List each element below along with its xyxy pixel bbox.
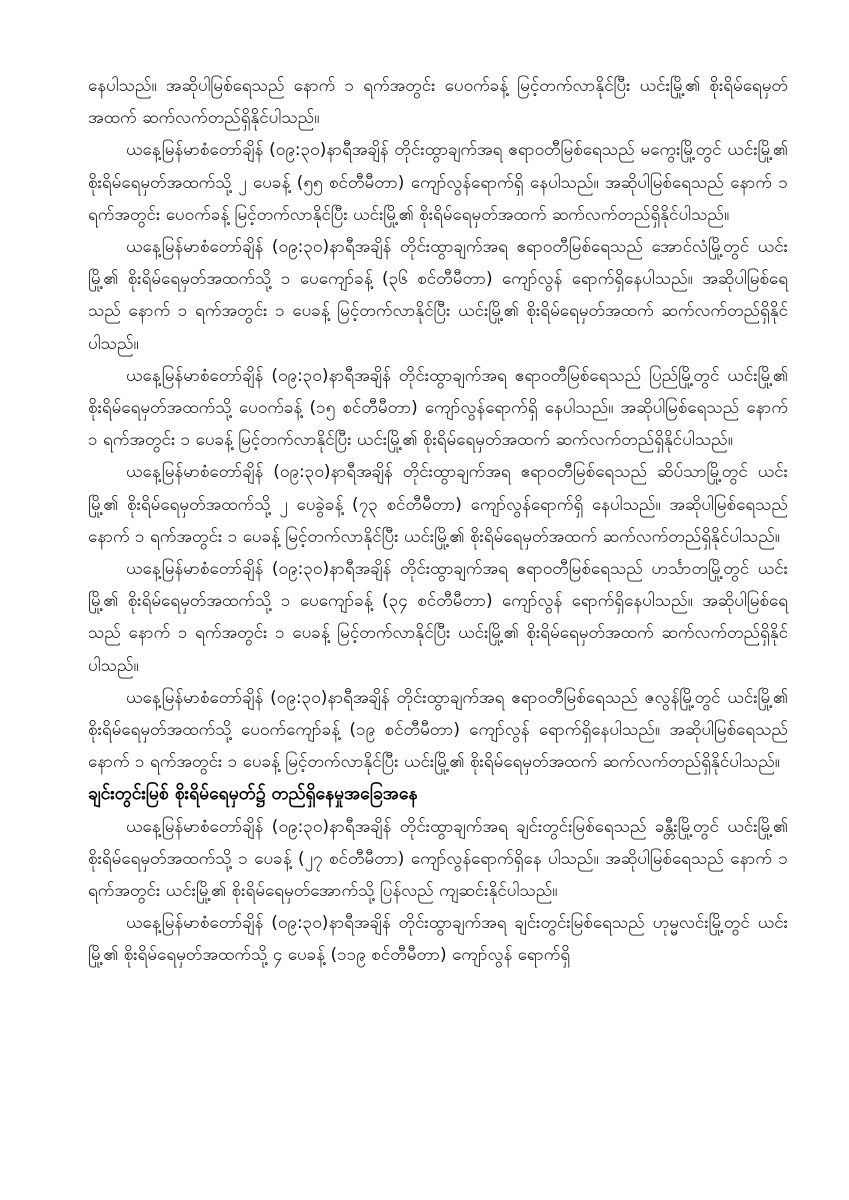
section-heading-chindwin: ချင်းတွင်းမြစ် စိုးရိမ်ရေမှတ်၌ တည်ရှိနေမှုအခြေအနေ: [88, 784, 418, 805]
paragraph-pyay: ယနေ့မြန်မာစံတော်ချိန် (၀၉:၃၀)နာရီအချိန် တိုင်းထွာချက်အရ ဧရာဝတီမြစ်ရေသည် ပြည်မြို့တွင် ယင်းမြို့၏ စိုးရိမ်ရေမှတ်အထက်သို့ ပေ၀က်ခန့် (၁၅ စင်တီမီတာ) ကျော်လွန်ရောက်ရှိ နေပါသည်။ အဆိုပါမြစ်ရေသည် နောက် ၁ ရက်အတွင်း ၁ ပေခန့် မြင့်တက်လာနိုင်ပြီး ယင်းမြို့၏ စိုးရိမ်ရေမှတ်အထက် ဆက်လက်တည်ရှိနိုင်ပါသည်။: [88, 365, 788, 451]
paragraph-seiktha: ယနေ့မြန်မာစံတော်ချိန် (၀၉:၃၀)နာရီအချိန် တိုင်းထွာချက်အရ ဧရာဝတီမြစ်ရေသည် ဆိပ်သာမြို့တွင် ယင်းမြို့၏ စိုးရိမ်ရေမှတ်အထက်သို့ ၂ ပေခွဲခန့် (၇၃ စင်တီမီတာ) ကျော်လွန်ရောက်ရှိ နေပါသည်။ အဆိုပါမြစ်ရေသည် နောက် ၁ ရက်အတွင်း ၁ ပေခန့် မြင့်တက်လာနိုင်ပြီး ယင်းမြို့၏ စိုးရိမ်ရေမှတ်အထက် ဆက်လက်တည်ရှိနိုင်ပါသည်။: [88, 462, 788, 547]
paragraph-aunglan: ယနေ့မြန်မာစံတော်ချိန် (၀၉:၃၀)နာရီအချိန် တိုင်းထွာချက်အရ ဧရာဝတီမြစ်ရေသည် အောင်လံမြို့တွင် ယင်းမြို့၏ စိုးရိမ်ရေမှတ်အထက်သို့ ၁ ပေကျော်ခန့် (၃၆ စင်တီမီတာ) ကျော်လွန် ရောက်ရှိနေပါသည်။ အဆိုပါမြစ်ရေသည် နောက် ၁ ရက်အတွင်း ၁ ပေခန့် မြင့်တက်လာနိုင်ပြီး ယင်းမြို့၏ စိုးရိမ်ရေမှတ်အထက် ဆက်လက်တည်ရှိနိုင်ပါသည်။: [88, 237, 788, 354]
paragraph-continuation: နေပါသည်။ အဆိုပါမြစ်ရေသည် နောက် ၁ ရက်အတွင်း ပေ၀က်ခန့် မြင့်တက်လာနိုင်ပြီး ယင်းမြို့၏ စိုးရိမ်ရေမှတ်အထက် ဆက်လက်တည်ရှိနိုင်ပါသည်။: [88, 76, 788, 129]
paragraph-zalun: ယနေ့မြန်မာစံတော်ချိန် (၀၉:၃၀)နာရီအချိန် တိုင်းထွာချက်အရ ဧရာဝတီမြစ်ရေသည် ဇလွန်မြို့တွင် ယင်းမြို့၏ စိုးရိမ်ရေမှတ်အထက်သို့ ပေ၀က်ကျော်ခန့် (၁၉ စင်တီမီတာ) ကျော်လွန် ရောက်ရှိနေပါသည်။ အဆိုပါမြစ်ရေသည် နောက် ၁ ရက်အတွင်း ၁ ပေခန့် မြင့်တက်လာနိုင်ပြီး ယင်းမြို့၏ စိုးရိမ်ရေမှတ်အထက် ဆက်လက်တည်ရှိနိုင်ပါသည်။: [88, 687, 788, 773]
paragraph-khamti: ယနေ့မြန်မာစံတော်ချိန် (၀၉:၃၀)နာရီအချိန် တိုင်းထွာချက်အရ ချင်းတွင်းမြစ်ရေသည် ခန္တီးမြို့တွင် ယင်းမြို့၏ စိုးရိမ်ရေမှတ်အထက်သို့ ၁ ပေခန့် (၂၇ စင်တီမီတာ) ကျော်လွန်ရောက်ရှိနေ ပါသည်။ အဆိုပါမြစ်ရေသည် နောက် ၁ ရက်အတွင်း ယင်းမြို့၏ စိုးရိမ်ရေမှတ်အောက်သို့ ပြန်လည် ကျဆင်းနိုင်ပါသည်။: [88, 816, 788, 902]
paragraph-hinthada: ယနေ့မြန်မာစံတော်ချိန် (၀၉:၃၀)နာရီအချိန် တိုင်းထွာချက်အရ ဧရာဝတီမြစ်ရေသည် ဟင်္သာတမြို့တွင် ယင်းမြို့၏ စိုးရိမ်ရေမှတ်အထက်သို့ ၁ ပေကျော်ခန့် (၃၄ စင်တီမီတာ) ကျော်လွန် ရောက်ရှိနေပါသည်။ အဆိုပါမြစ်ရေသည် နောက် ၁ ရက်အတွင်း ၁ ပေခန့် မြင့်တက်လာနိုင်ပြီး ယင်းမြို့၏ စိုးရိမ်ရေမှတ်အထက် ဆက်လက်တည်ရှိနိုင်ပါသည်။: [88, 559, 788, 676]
document-body: [88, 70, 788, 972]
paragraph-homalin: ယနေ့မြန်မာစံတော်ချိန် (၀၉:၃၀)နာရီအချိန် တိုင်းထွာချက်အရ ချင်းတွင်းမြစ်ရေသည် ဟုမ္မလင်းမြို့တွင် ယင်းမြို့၏ စိုးရိမ်ရေမှတ်အထက်သို့ ၄ ပေခန့် (၁၁၉ စင်တီမီတာ) ကျော်လွန် ရောက်ရှိ: [88, 913, 788, 966]
paragraph-magway: ယနေ့မြန်မာစံတော်ချိန် (၀၉:၃၀)နာရီအချိန် တိုင်းထွာချက်အရ ဧရာဝတီမြစ်ရေသည် မကွေးမြို့တွင် ယင်းမြို့၏ စိုးရိမ်ရေမှတ်အထက်သို့ ၂ ပေခန့် (၅၅ စင်တီမီတာ) ကျော်လွန်ရောက်ရှိ နေပါသည်။ အဆိုပါမြစ်ရေသည် နောက် ၁ ရက်အတွင်း ပေ၀က်ခန့် မြင့်တက်လာနိုင်ပြီး ယင်းမြို့၏ စိုးရိမ်ရေမှတ်အထက် ဆက်လက်တည်ရှိနိုင်ပါသည်။: [88, 140, 788, 225]
